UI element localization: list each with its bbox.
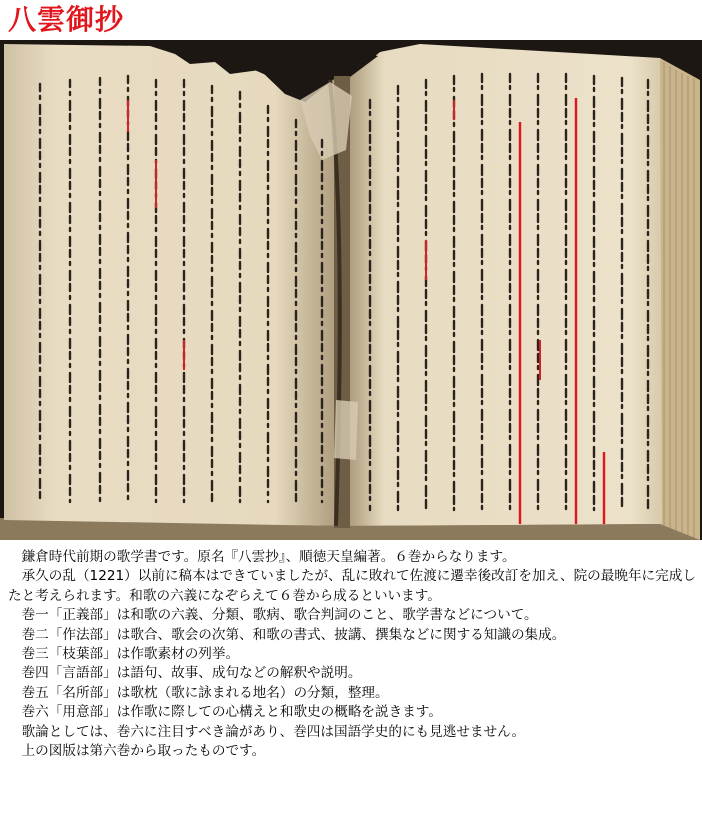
- paragraph: 鎌倉時代前期の歌学書です。原名『八雲抄』、順徳天皇編著。６巻からなります。: [21, 549, 516, 565]
- book-photograph: [0, 40, 702, 540]
- paragraph: 上の図版は第六巻から取ったものです。: [21, 743, 266, 760]
- paragraph: 承久の乱（1221）以前に稿本はできていましたが、乱に敗れて佐渡に遷幸後改訂を加え、院の最晩年に完成したと考えられます。和歌の六義になぞらえて６巻から成るといいます。: [8, 568, 696, 604]
- paragraph: 巻三「枝葉部」は作歌素材の列挙。: [21, 646, 240, 663]
- paragraph: 巻四「言語部」は語句、故事、成句などの解釈や説明。: [21, 665, 362, 682]
- paragraph: 巻二「作法部」は歌合、歌会の次第、和歌の書式、披講、撰集などに関する知識の集成。: [21, 626, 566, 643]
- paragraph: 歌論としては、巻六に注目すべき論があり、巻四は国語学史的にも見逃せません。: [21, 723, 526, 740]
- description-text: [8, 548, 696, 761]
- page-title: 八雲御抄: [8, 3, 125, 36]
- paragraph: 巻六「用意部」は作歌に際しての心構えと和歌史の概略を説きます。: [21, 704, 442, 721]
- paragraph: 巻五「名所部」は歌枕（歌に詠まれる地名）の分類，整理。: [21, 684, 389, 701]
- paragraph: 巻一「正義部」は和歌の六義、分類、歌病、歌合判詞のこと、歌学書などについて。: [21, 607, 538, 624]
